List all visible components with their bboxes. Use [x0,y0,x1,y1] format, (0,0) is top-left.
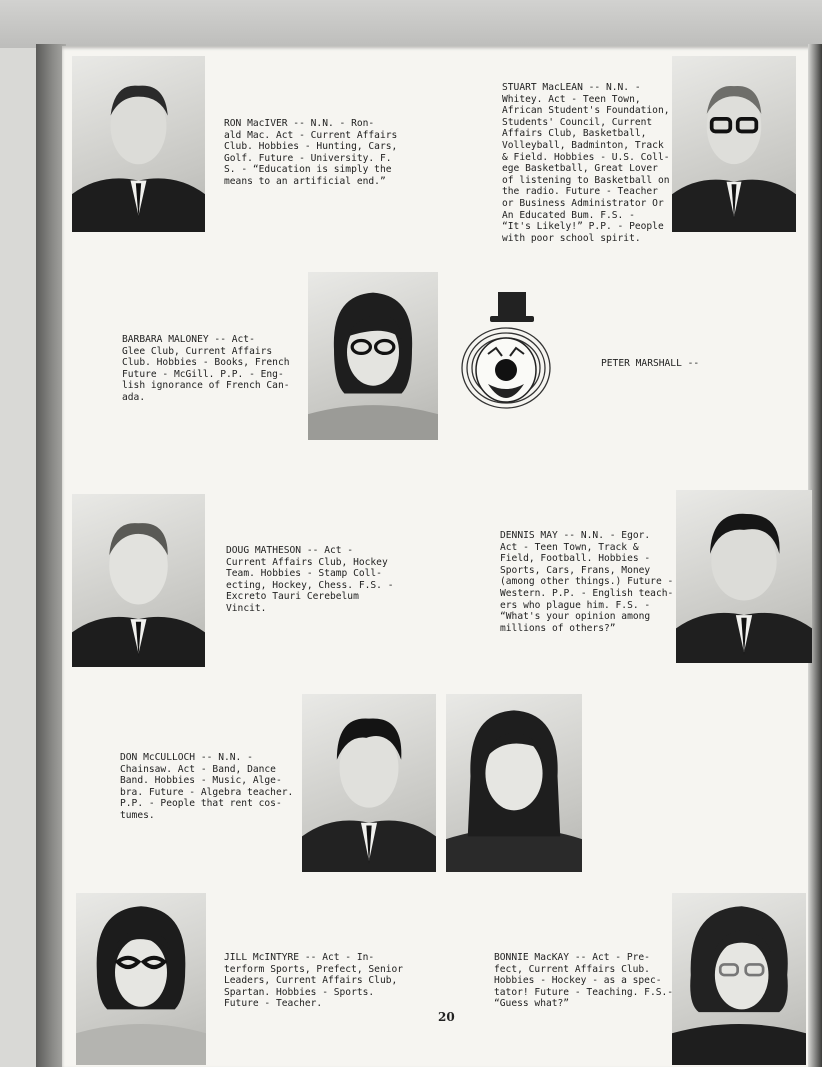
student-blurb-dennis-may: DENNIS MAY -- N.N. - Egor. Act - Teen Town, Track & Field, Football. Hobbies - Sports, Cars, Frans, Money (among other things.) Future - Western. P.P. - English teach- ers who plague him. F.S. - “What's your opinion among millions of others?” [500,530,674,634]
student-blurb-ron-maciver: RON MacIVER -- N.N. - Ron- ald Mac. Act - Current Affairs Club. Hobbies - Hunting, Cars, Golf. Future - University. F. S. - “Education is simply the means to an artificial end.” [224,118,398,187]
portrait-doug-matheson [72,494,205,667]
portrait-don-mcculloch [302,694,436,872]
portrait-stuart-maclean [672,56,796,232]
portrait-jill-mcintyre [76,893,206,1065]
portrait-barbara-maloney [308,272,438,440]
student-blurb-peter-marshall: PETER MARSHALL -- [601,358,700,369]
student-blurb-bonnie-mackay: BONNIE MacKAY -- Act - Pre- fect, Current Affairs Club. Hobbies - Hockey - as a spec- tator! Future - Teaching. F.S.- “Guess what?” [494,952,674,1010]
portrait-dennis-may [676,490,812,663]
portrait-bonnie-mackay [672,893,806,1065]
student-blurb-don-mcculloch: DON McCULLOCH -- N.N. - Chainsaw. Act - Band, Dance Band. Hobbies - Music, Alge- bra. Future - Algebra teacher. P.P. - People that rent cos- tumes. [120,752,294,821]
student-blurb-barbara-maloney: BARBARA MALONEY -- Act- Glee Club, Current Affairs Club. Hobbies - Books, French Future - McGill. P.P. - Eng- lish ignorance of French Can- ada. [122,334,290,403]
portrait-ron-maciver [72,56,205,232]
scan-background [0,0,822,48]
clown-drawing [458,290,554,430]
page-number: 20 [438,1010,455,1024]
portrait-female-student [446,694,582,872]
student-blurb-jill-mcintyre: JILL McINTYRE -- Act - In- terform Sports, Prefect, Senior Leaders, Current Affairs Club, Spartan. Hobbies - Sports. Future - Teacher. [224,952,404,1010]
student-blurb-stuart-maclean: STUART MacLEAN -- N.N. - Whitey. Act - Teen Town, African Student's Foundation, Students' Council, Current Affairs Club, Basketball, Volleyball, Badminton, Track & Field. Hobbies - U.S. Coll- ege Basketball, Great Lover of listening to Basketball on the radio. Future - Teacher or Business Administrator Or An Educated Bum. F.S. - “It's Likely!” P.P. - People with poor school spirit. [502,82,670,244]
student-blurb-doug-matheson: DOUG MATHESON -- Act - Current Affairs Club, Hockey Team. Hobbies - Stamp Coll- ecting, Hockey, Chess. F.S. - Excreto Tauri Cerebelum Vincit. [226,545,394,614]
